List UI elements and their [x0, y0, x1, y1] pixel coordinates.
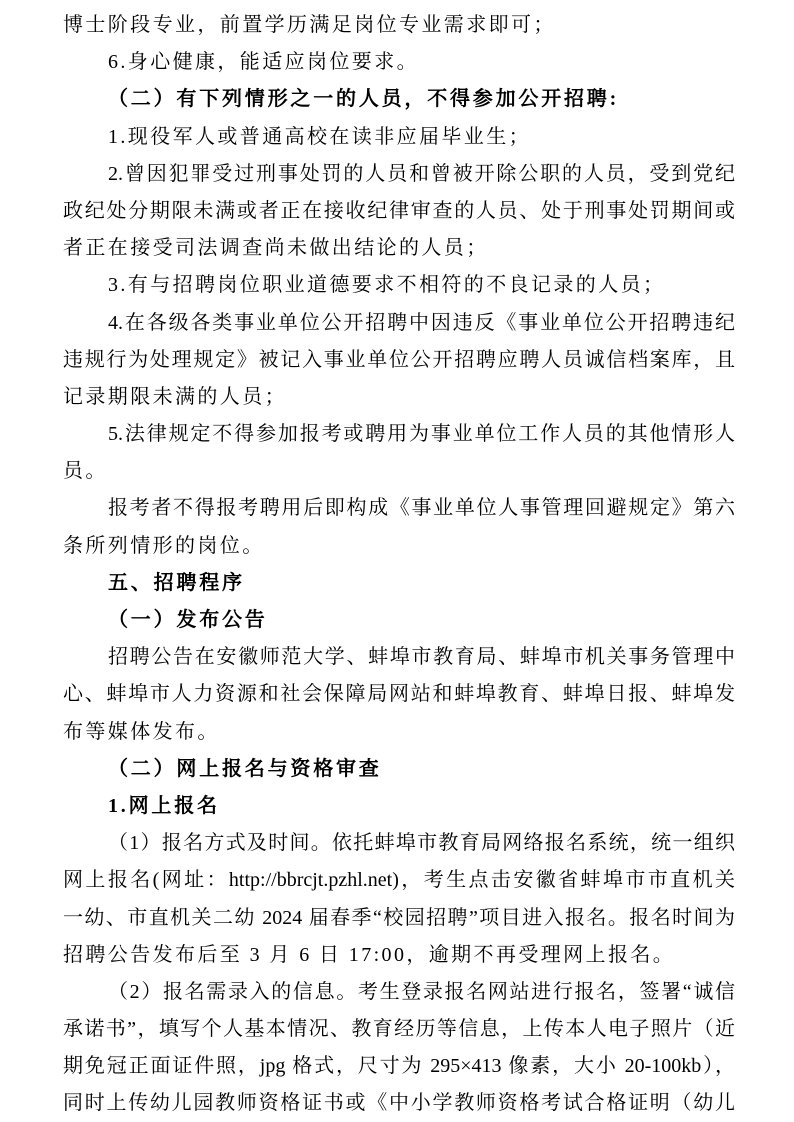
heading-line: 五、招聘程序: [108, 571, 245, 594]
text-line: 同时上传幼儿园教师资格证书或《中小学教师资格考试合格证明（幼儿: [63, 1092, 735, 1115]
text-line: 1.现役军人或普通高校在读非应届毕业生；: [108, 125, 531, 148]
heading-line: （二）网上报名与资格审查: [108, 757, 382, 780]
text-line: 布等媒体发布。: [63, 720, 220, 743]
text-line: 3.有与招聘岗位职业道德要求不相符的不良记录的人员；: [108, 274, 666, 297]
text-line: 5.法律规定不得参加报考或聘用为事业单位工作人员的其他情形人: [108, 423, 735, 446]
document-body: [63, 7, 735, 1122]
heading-line: （一）发布公告: [108, 609, 268, 631]
text-line: 招聘公告在安徽师范大学、蚌埠市教育局、蚌埠市机关事务管理中: [108, 646, 735, 669]
text-line: 报考者不得报考聘用后即构成《事业单位人事管理回避规定》第六: [108, 497, 735, 520]
text-line: 一幼、市直机关二幼 2024 届春季“校园招聘”项目进入报名。报名时间为: [63, 906, 735, 929]
text-line: （1）报名方式及时间。依托蚌埠市教育局网络报名系统，统一组织: [108, 832, 735, 855]
text-line: 期免冠正面证件照，jpg 格式，尺寸为 295×413 像素，大小 20-100kb），: [63, 1055, 735, 1078]
text-line: 招聘公告发布后至 3 月 6 日 17:00，逾期不再受理网上报名。: [63, 943, 676, 966]
text-line: 2.曾因犯罪受过刑事处罚的人员和曾被开除公职的人员，受到党纪: [108, 162, 735, 185]
text-line: 4.在各级各类事业单位公开招聘中因违反《事业单位公开招聘违纪: [108, 311, 735, 334]
text-line: （2）报名需录入的信息。考生登录报名网站进行报名，签署“诚信: [108, 980, 735, 1003]
text-line: 政纪处分期限未满或者正在接收纪律审查的人员、处于刑事处罚期间或: [63, 199, 735, 222]
text-line: 者正在接受司法调查尚未做出结论的人员；: [63, 237, 489, 260]
text-line: 心、蚌埠市人力资源和社会保障局网站和蚌埠教育、蚌埠日报、蚌埠发: [63, 683, 735, 706]
text-line: 记录期限未满的人员；: [63, 385, 287, 408]
heading-line: （二）有下列情形之一的人员，不得参加公开招聘:: [108, 88, 620, 111]
text-line: 条所列情形的岗位。: [63, 534, 265, 557]
text-line: 承诺书”，填写个人基本情况、教育经历等信息，上传本人电子照片（近: [63, 1018, 735, 1041]
text-line: 违规行为处理规定》被记入事业单位公开招聘应聘人员诚信档案库，且: [63, 348, 735, 371]
text-line: 网上报名(网址：http://bbrcjt.pzhl.net)，考生点击安徽省蚌埠市市直机关: [63, 869, 735, 892]
text-line: 员。: [63, 460, 108, 483]
heading-line: 1.网上报名: [108, 794, 220, 817]
text-line: 6.身心健康，能适应岗位要求。: [108, 51, 419, 74]
text-line: 博士阶段专业，前置学历满足岗位专业需求即可；: [63, 14, 556, 36]
